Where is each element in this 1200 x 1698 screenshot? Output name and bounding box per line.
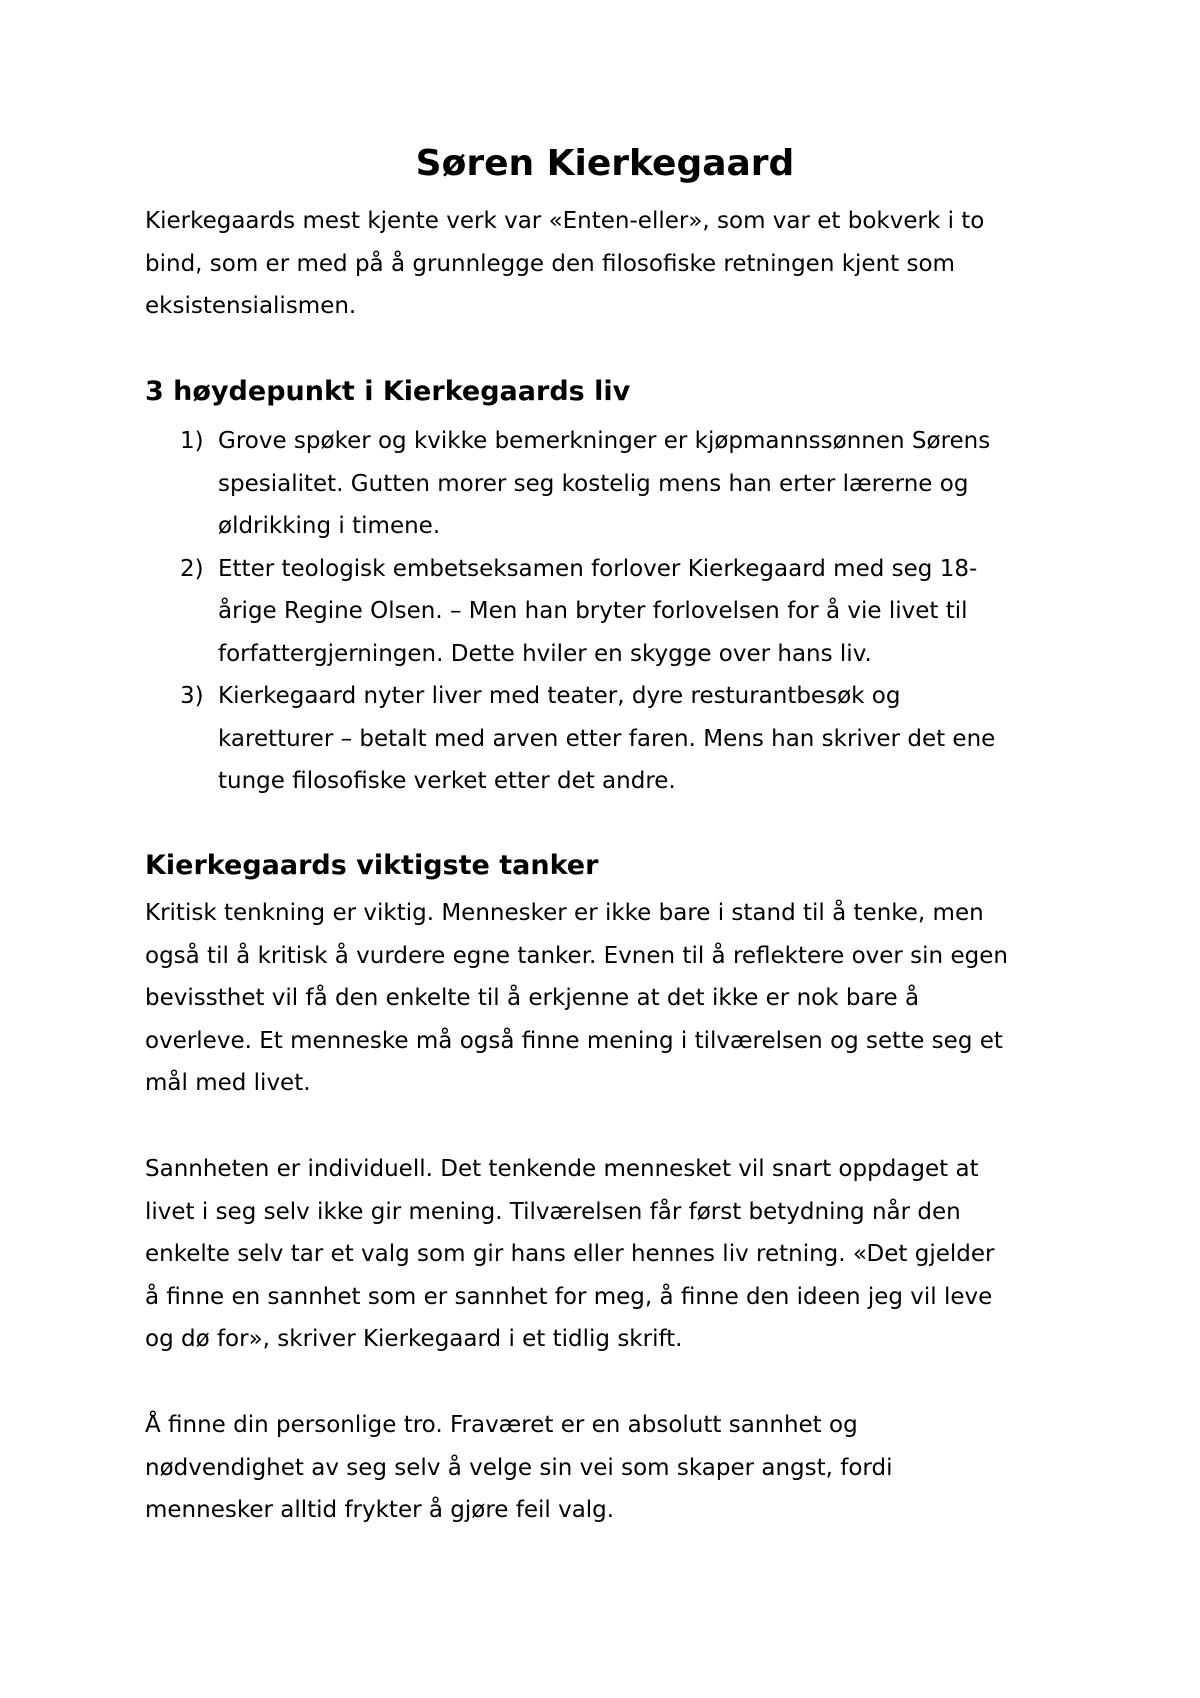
text-line: mål med livet. <box>145 1070 311 1096</box>
list-item <box>145 420 1065 548</box>
list-number: 2) <box>180 555 204 582</box>
text-line: tunge filosofiske verket etter det andre. <box>218 768 676 794</box>
text-line: også til å kritisk å vurdere egne tanker. Evnen til å reflektere over sin egen <box>145 942 1008 969</box>
list-item-text <box>145 675 1065 803</box>
text-line: mennesker alltid frykter å gjøre feil valg. <box>145 1497 615 1523</box>
text-line: og dø for», skriver Kierkegaard i et tidlig skrift. <box>145 1326 683 1352</box>
list-item <box>145 675 1065 803</box>
text-line: overleve. Et menneske må også finne mening i tilværelsen og sette seg et <box>145 1027 1003 1054</box>
page-title: Søren Kierkegaard <box>415 143 795 184</box>
thoughts-paragraph-3 <box>145 1404 1065 1532</box>
list-item <box>145 548 1065 676</box>
text-line: Grove spøker og kvikke bemerkninger er kjøpmannssønnen Sørens <box>218 428 991 454</box>
intro-paragraph <box>145 200 1065 328</box>
text-line: forfattergjerningen. Dette hviler en skygge over hans liv. <box>218 640 872 667</box>
thoughts-paragraph-2 <box>145 1148 1065 1361</box>
list-number: 1) <box>180 428 204 454</box>
text-line: eksistensialismen. <box>145 293 357 319</box>
section-heading-thoughts: Kierkegaards viktigste tanker <box>145 850 599 881</box>
text-line: karetturer – betalt med arven etter faren. Mens han skriver det ene <box>218 725 996 752</box>
text-line: årige Regine Olsen. – Men han bryter forlovelsen for å vie livet til <box>218 598 968 624</box>
text-line: å finne en sannhet som er sannhet for meg, å finne den ideen jeg vil leve <box>145 1283 993 1310</box>
text-line: bind, som er med på å grunnlegge den filosofiske retningen kjent som <box>145 250 955 277</box>
list-item-text <box>145 548 1065 676</box>
text-line: bevissthet vil få den enkelte til å erkjenne at det ikke er nok bare å <box>145 985 920 1011</box>
thoughts-paragraph-1 <box>145 892 1065 1105</box>
text-line: enkelte selv tar et valg som gir hans eller hennes liv retning. «Det gjelder <box>145 1241 995 1267</box>
text-line: nødvendighet av seg selv å velge sin vei som skaper angst, fordi <box>145 1454 893 1481</box>
highlights-list <box>145 420 1065 803</box>
list-number: 3) <box>180 683 204 709</box>
list-item-text <box>145 420 1065 548</box>
text-line: øldrikking i timene. <box>218 513 441 539</box>
text-line: spesialitet. Gutten morer seg kostelig mens han erter lærerne og <box>218 470 969 497</box>
text-line: Kierkegaards mest kjente verk var «Enten-eller», som var et bokverk i to <box>145 208 985 234</box>
text-line: Etter teologisk embetseksamen forlover Kierkegaard med seg 18- <box>218 555 978 582</box>
section-heading-highlights: 3 høydepunkt i Kierkegaards liv <box>145 376 631 407</box>
text-line: Sannheten er individuell. Det tenkende mennesket vil snart oppdaget at <box>145 1156 979 1182</box>
text-line: Kritisk tenkning er viktig. Mennesker er ikke bare i stand til å tenke, men <box>145 900 984 926</box>
text-line: Å finne din personlige tro. Fraværet er en absolutt sannhet og <box>145 1412 858 1438</box>
text-line: livet i seg selv ikke gir mening. Tilværelsen får først betydning når den <box>145 1198 961 1225</box>
text-line: Kierkegaard nyter liver med teater, dyre resturantbesøk og <box>218 683 901 709</box>
